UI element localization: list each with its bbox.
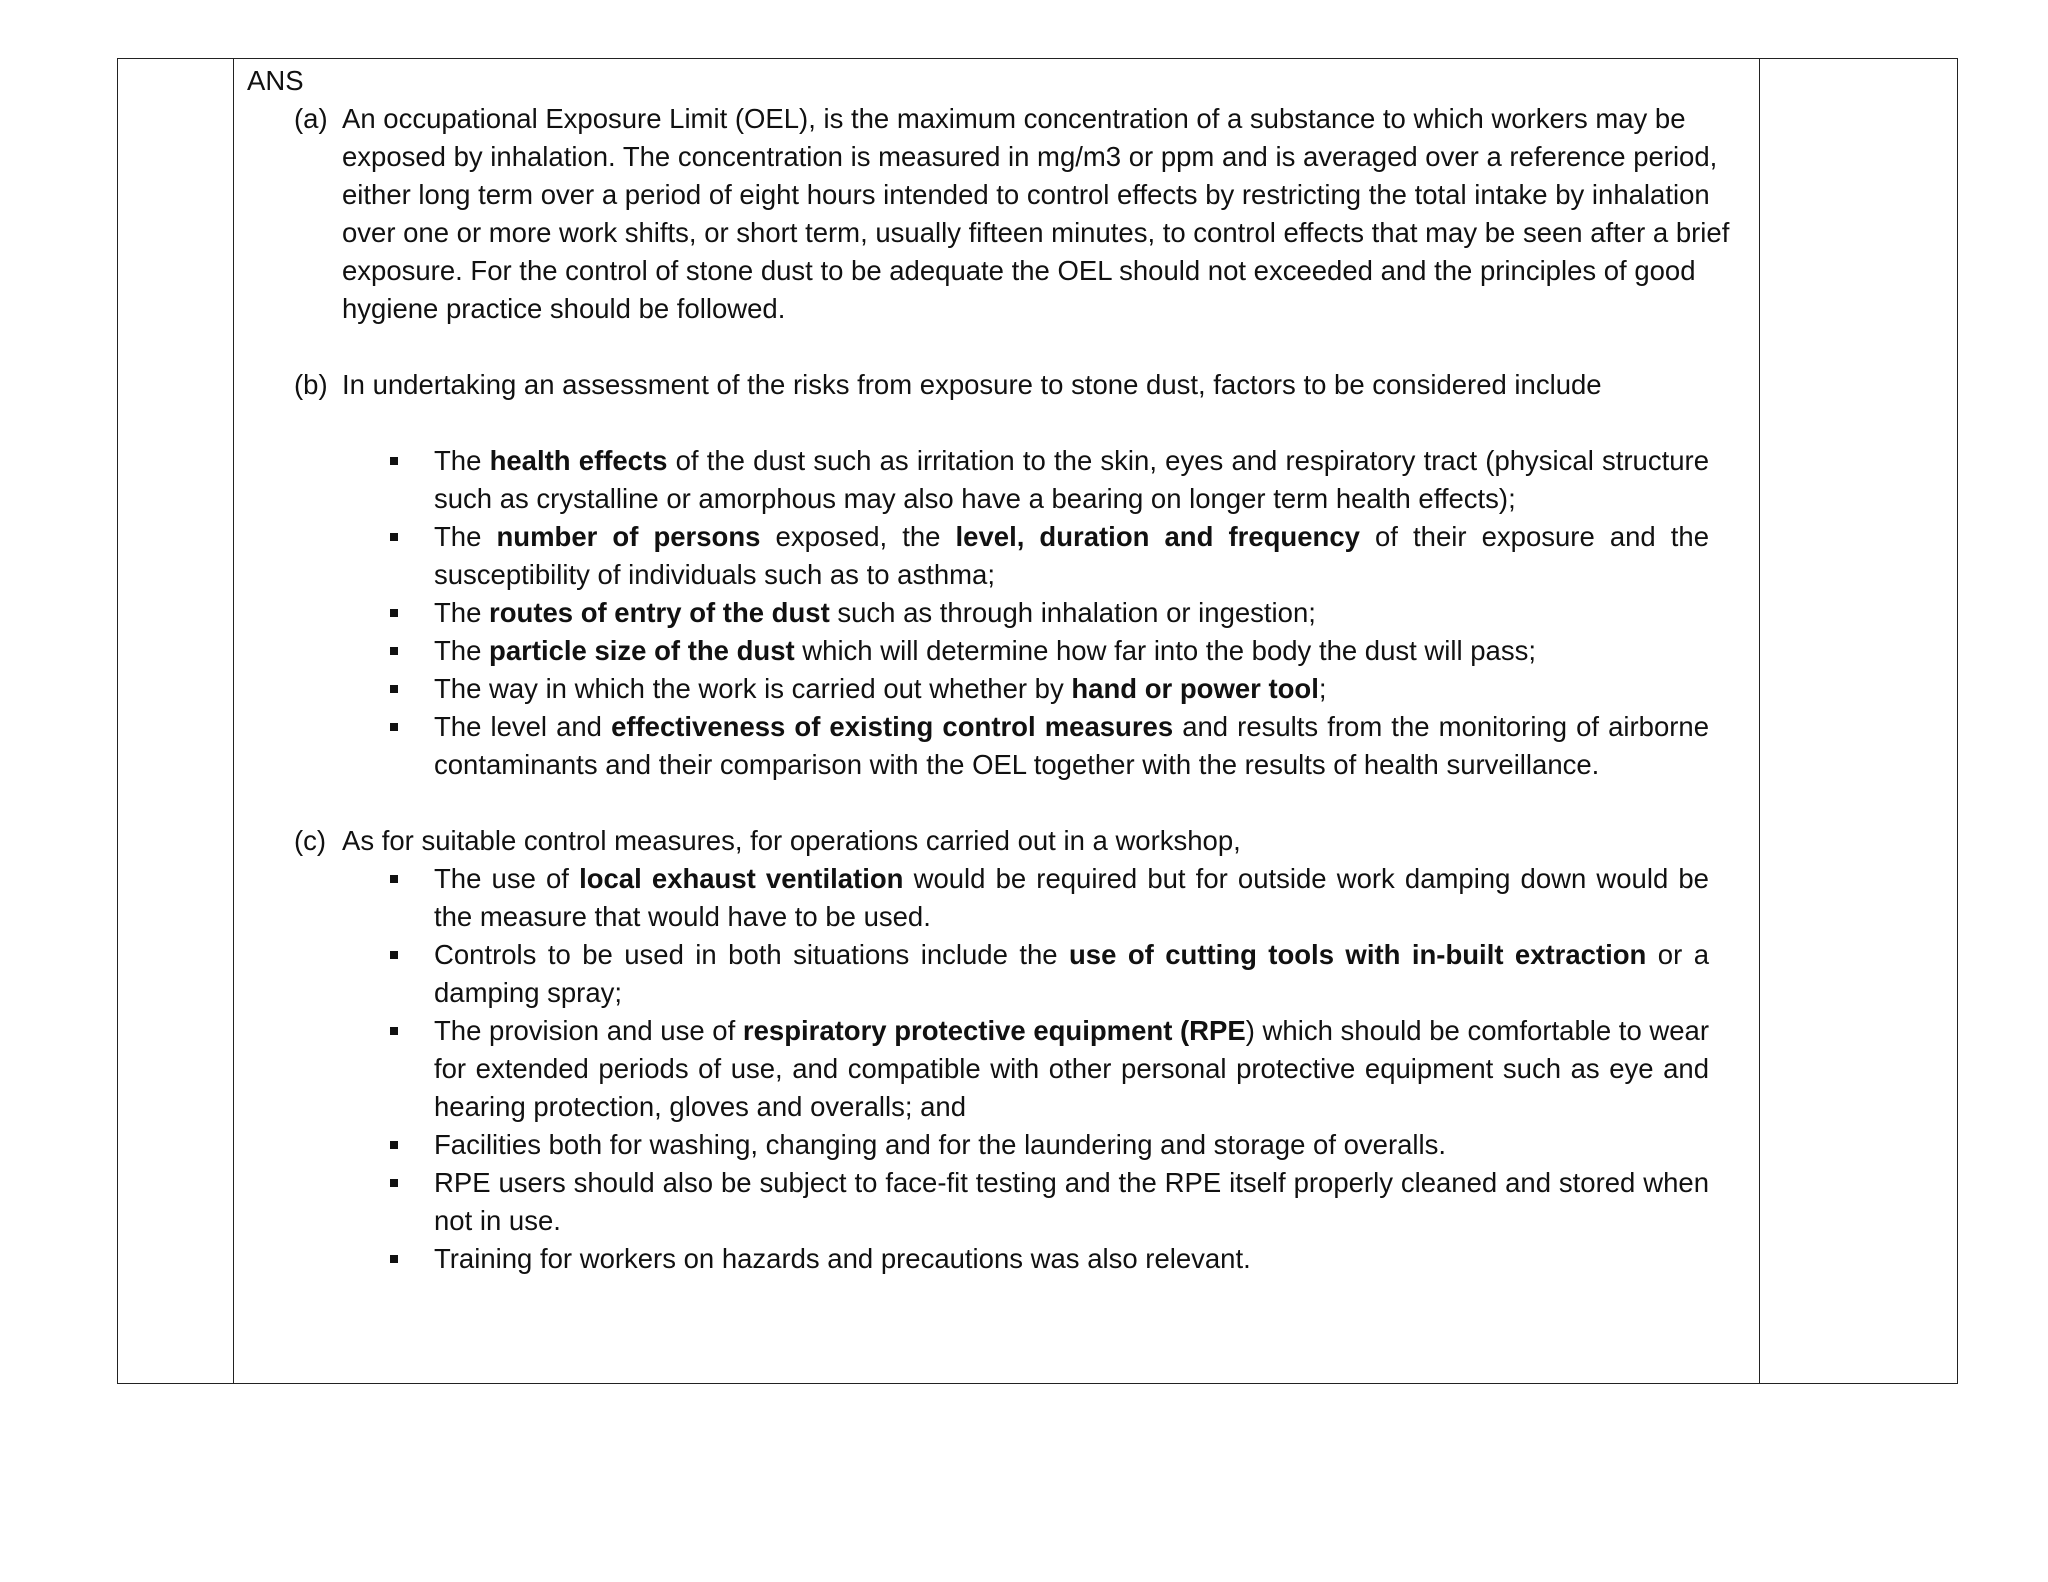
section-c	[294, 822, 1747, 860]
list-item: The use of local exhaust ventilation would be required but for outside work damping down would be the measure that would have to be used.	[434, 860, 1709, 936]
list-item: The level and effectiveness of existing control measures and results from the monitoring of airborne contaminants and their comparison with the OEL together with the results of health surveillance.	[434, 708, 1709, 784]
section-a-text: An occupational Exposure Limit (OEL), is the maximum concentration of a substance to which workers may be exposed by inhalation. The concentration is measured in mg/m3 or ppm and is averaged over a reference period, either long term over a period of eight hours intended to control effects by restricting the total intake by inhalation over one or more work shifts, or short term, usually fifteen minutes, to control effects that may be seen after a brief exposure. For the control of stone dust to be adequate the OEL should not exceeded and the principles of good hygiene practice should be followed.	[342, 103, 1730, 324]
bullet-icon	[390, 875, 398, 883]
section-c-label: (c)	[294, 825, 327, 856]
section-c-intro: As for suitable control measures, for operations carried out in a workshop,	[342, 825, 1241, 856]
section-b	[294, 366, 1747, 404]
section-b-factor-list	[434, 442, 1709, 784]
table-column-divider-right	[1759, 59, 1760, 1383]
list-item: The health effects of the dust such as irritation to the skin, eyes and respiratory tract (physical structure such as crystalline or amorphous may also have a bearing on longer term health effects);	[434, 442, 1709, 518]
list-item: Training for workers on hazards and precautions was also relevant.	[434, 1240, 1709, 1278]
list-item: The particle size of the dust which will determine how far into the body the dust will pass;	[434, 632, 1709, 670]
table-column-divider-left	[233, 59, 234, 1383]
bullet-icon	[390, 533, 398, 541]
answer-content	[247, 62, 1747, 1278]
bullet-icon	[390, 1027, 398, 1035]
bullet-icon	[390, 457, 398, 465]
bullet-icon	[390, 951, 398, 959]
bullet-icon	[390, 685, 398, 693]
bullet-icon	[390, 647, 398, 655]
bullet-icon	[390, 1255, 398, 1263]
section-c-control-list	[434, 860, 1709, 1278]
list-item: The way in which the work is carried out whether by hand or power tool;	[434, 670, 1709, 708]
list-item: Controls to be used in both situations include the use of cutting tools with in-built extraction or a damping spray;	[434, 936, 1709, 1012]
section-a	[294, 100, 1747, 328]
ans-label: ANS	[247, 65, 304, 96]
section-a-label: (a)	[294, 103, 328, 134]
bullet-icon	[390, 1179, 398, 1187]
section-b-label: (b)	[294, 369, 328, 400]
list-item: Facilities both for washing, changing and for the laundering and storage of overalls.	[434, 1126, 1709, 1164]
list-item: RPE users should also be subject to face-fit testing and the RPE itself properly cleaned and stored when not in use.	[434, 1164, 1709, 1240]
bullet-icon	[390, 1141, 398, 1149]
bullet-icon	[390, 723, 398, 731]
list-item: The routes of entry of the dust such as through inhalation or ingestion;	[434, 594, 1709, 632]
list-item: The provision and use of respiratory protective equipment (RPE) which should be comfortable to wear for extended periods of use, and compatible with other personal protective equipment such as eye and hearing protection, gloves and overalls; and	[434, 1012, 1709, 1126]
bullet-icon	[390, 609, 398, 617]
section-b-intro: In undertaking an assessment of the risks from exposure to stone dust, factors to be considered include	[342, 369, 1602, 400]
list-item: The number of persons exposed, the level, duration and frequency of their exposure and the susceptibility of individuals such as to asthma;	[434, 518, 1709, 594]
